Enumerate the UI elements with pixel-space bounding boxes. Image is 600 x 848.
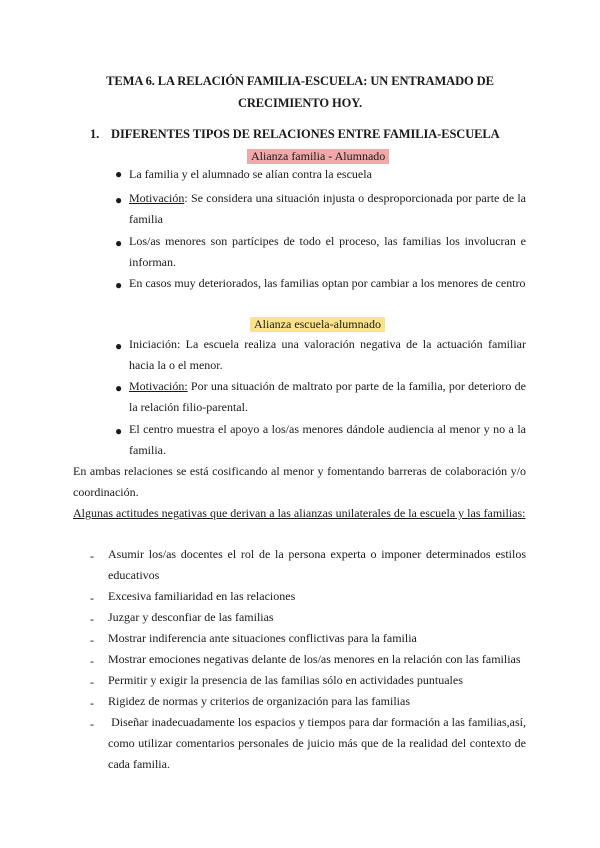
list-item: Mostrar indiferencia ante situaciones conflictivas para la familia (108, 631, 417, 645)
list-item: Mostrar emociones negativas delante de los/as menores en la relación con las familias (108, 652, 521, 666)
list-item: Motivación: Se considera una situación injusta o desproporcionada por parte de la familia (129, 191, 526, 226)
dash-icon: - (90, 675, 94, 689)
list-item: Diseñar inadecuadamente los espacios y tiempos para dar formación a las familias,así, como utilizar comentarios personales de juicio más que de la realidad del contexto de cada familia. (108, 715, 530, 771)
bullet-icon: ● (115, 193, 123, 207)
bullet-icon: ● (115, 381, 123, 395)
section-number: 1. (90, 127, 100, 141)
dash-icon: - (90, 717, 94, 731)
list-item: El centro muestra el apoyo a los/as menores dándole audiencia al menor y no a la familia. (129, 422, 526, 457)
list-item: En casos muy deteriorados, las familias optan por cambiar a los menores de centro (129, 276, 526, 290)
section-heading (90, 127, 500, 142)
motivation-label: Motivación (129, 191, 185, 205)
list-item: Los/as menores son partícipes de todo el proceso, las familias los involucran e informan. (129, 234, 526, 269)
dash-icon: - (90, 612, 94, 626)
attitudes-heading: Algunas actitudes negativas que derivan a las alianzas unilaterales de la escuela y las familias: (73, 506, 526, 520)
list-item: La familia y el alumnado se alían contra la escuela (129, 167, 372, 181)
bullet-icon: ● (115, 236, 123, 250)
motivation-label: Motivación: (129, 379, 188, 393)
alliance-school-heading: Alianza escuela-alumnado (250, 317, 385, 332)
bullet-icon: ● (115, 339, 123, 353)
list-item: Juzgar y desconfiar de las familias (108, 610, 274, 624)
alliance-family-heading: Alianza familia - Alumnado (247, 149, 389, 164)
bullet-icon: ● (115, 424, 123, 438)
list-item: Iniciación: La escuela realiza una valoración negativa de la actuación familiar hacia la o el menor. (129, 337, 526, 372)
list-item: Asumir los/as docentes el rol de la persona experta o imponer determinados estilos educativos (108, 547, 526, 582)
list-item: Excesiva familiaridad en las relaciones (108, 589, 296, 603)
list-item: Rigidez de normas y criterios de organización para las familias (108, 694, 411, 708)
summary-paragraph: En ambas relaciones se está cosificando al menor y fomentando barreras de colaboración y/o coordinación. (73, 464, 526, 499)
section-title: DIFERENTES TIPOS DE RELACIONES ENTRE FAMILIA-ESCUELA (111, 127, 500, 141)
bullet-icon: ● (115, 167, 123, 181)
dash-icon: - (90, 696, 94, 710)
dash-icon: - (90, 591, 94, 605)
document-title (90, 70, 510, 114)
title-line-1: TEMA 6. LA RELACIÓN FAMILIA-ESCUELA: UN ENTRAMADO DE (106, 74, 494, 88)
bullet-icon: ● (115, 278, 123, 292)
dash-icon: - (90, 633, 94, 647)
list-item: Motivación: Por una situación de maltrato por parte de la familia, por deterioro de la relación filio-parental. (129, 379, 526, 414)
dash-icon: - (90, 549, 94, 563)
list-item: Permitir y exigir la presencia de las familias sólo en actividades puntuales (108, 673, 463, 687)
title-line-2: CRECIMIENTO HOY. (237, 96, 363, 110)
dash-icon: - (90, 654, 94, 668)
